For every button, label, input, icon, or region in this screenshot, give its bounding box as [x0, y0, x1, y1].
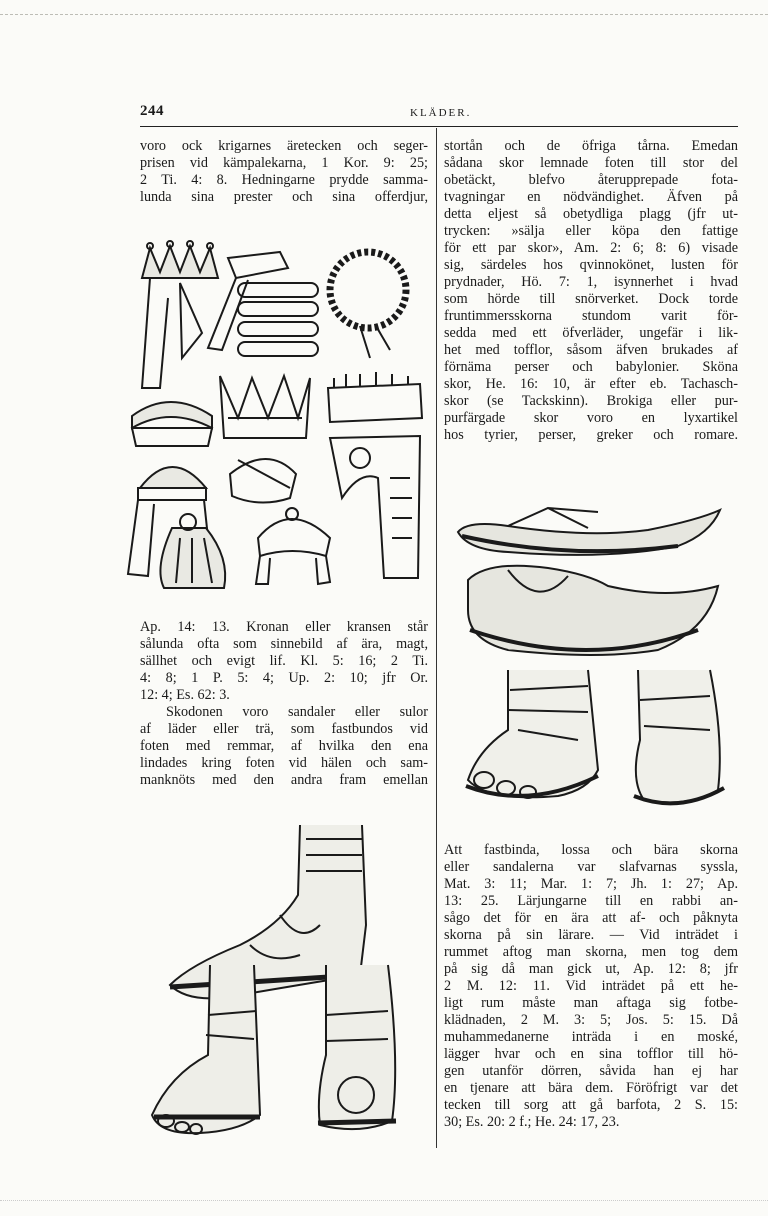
running-title: KLÄDER.: [410, 107, 472, 119]
text-line: prydnader, Hö. 7: 1, isynnerhet i hvad: [444, 274, 738, 290]
text-line: skor (se Tackskinn). Brokiga eller pur-: [444, 393, 738, 409]
text-line: ligt rum måste man aftaga sig fotbe-: [444, 995, 738, 1011]
page-number: 244: [140, 103, 164, 119]
text-line: förnäma perser och babylonier. Sköna: [444, 359, 738, 375]
text-line: manknöts med den andra fram emellan: [140, 772, 428, 788]
text-line: som hörde till snörverket. Dock torde: [444, 291, 738, 307]
text-line: sedda med ett öfverläder, ungefär i lik-: [444, 325, 738, 341]
text-line: voro ock krigarnes äretecken och seger-: [140, 138, 428, 154]
crowns-illustration: [120, 238, 432, 598]
text-line: sågo det för en ära att af- och påknyta: [444, 910, 738, 926]
top-edge-line: [0, 14, 768, 15]
text-line: Ap. 14: 13. Kronan eller kransen står: [140, 619, 428, 635]
text-line: prisen vid kämpalekarna, 1 Kor. 9: 25;: [140, 155, 428, 171]
text-line: purfärgade skor voro en lyxartikel: [444, 410, 738, 426]
text-line: 2 Ti. 4: 8. Hedningarne prydde samma-: [140, 172, 428, 188]
text-line: 2 M. 12: 11. Vid inträdet på ett he-: [444, 978, 738, 994]
bottom-edge-line: [0, 1200, 768, 1201]
text-line: 12: 4; Es. 62: 3.: [140, 687, 230, 703]
text-line: för ett par skor», Am. 2: 6; 8: 6) visade: [444, 240, 738, 256]
text-line: sällhet och evigt lif. Kl. 5: 16; 2 Ti.: [140, 653, 428, 669]
text-line: tvagningar en nödvändighet. Äfven på: [444, 189, 738, 205]
right-text-bottom: [444, 842, 738, 1131]
text-line: tecken till sorg att gå barfota, 2 S. 15:: [444, 1097, 738, 1113]
column-separator: [436, 128, 437, 1148]
text-line: klädnaden, 2 M. 3: 5; Jos. 5: 15. Då: [444, 1012, 738, 1028]
text-line: sådana skor lemnade foten till stor del: [444, 155, 738, 171]
text-line: foten med remmar, af hvilka den ena: [140, 738, 428, 754]
text-line: på sig då man gick ut, Ap. 12: 8; jfr: [444, 961, 738, 977]
text-line: lägger hvar och en sina tofflor till hö-: [444, 1046, 738, 1062]
text-line: 13: 25. Lärjungarne till en rabbi an-: [444, 893, 738, 909]
text-line: skor, He. 16: 10, är efter eb. Tachasch-: [444, 376, 738, 392]
sandaled-feet-illustration: [130, 815, 430, 1145]
text-line: af läder eller trä, som fastbundos vid: [140, 721, 428, 737]
section-heading-line: Skodonen voro sandaler eller sulor: [166, 704, 428, 720]
text-line: stortån och de öfriga tårna. Emedan: [444, 138, 738, 154]
shoes-illustration: [448, 490, 738, 820]
text-line: 30; Es. 20: 2 f.; He. 24: 17, 23.: [444, 1114, 620, 1130]
text-line: Att fastbinda, lossa och bära skorna: [444, 842, 738, 858]
text-line: hos tyrier, perser, greker och romare.: [444, 427, 738, 443]
right-text-top: [444, 138, 738, 444]
text-line: het med tofflor, såsom äfven brukades af: [444, 342, 738, 358]
text-line: rummet aftog man skorna, men tog dem: [444, 944, 738, 960]
text-line: eller sandalerna var slafvarnas syssla,: [444, 859, 738, 875]
text-line: Mat. 3: 11; Mar. 1: 7; Jh. 1: 27; Ap.: [444, 876, 738, 892]
header-rule: [140, 126, 738, 127]
text-line: skorna på sin lärare. — Vid inträdet i: [444, 927, 738, 943]
text-line: detta eljest så obetydliga plagg (jfr ut-: [444, 206, 738, 222]
text-line: obetäckt, blefvo återupprepade fota-: [444, 172, 738, 188]
text-line: en tjenare att bära dem. Föröfrigt var det: [444, 1080, 738, 1096]
text-line: gen utanför dörren, såvida han ej har: [444, 1063, 738, 1079]
left-text-top: [140, 138, 428, 206]
text-line: fruntimmersskorna stundom varit för-: [444, 308, 738, 324]
text-line: sig, särdeles hos qvinnokönet, lusten för: [444, 257, 738, 273]
text-line: muhammedanerne inträda i en moské,: [444, 1029, 738, 1045]
text-line: trycken: »sälja eller köpa den fattige: [444, 223, 738, 239]
text-line: lindades kring foten vid hälen och sam-: [140, 755, 428, 771]
text-line: 4: 8; 1 P. 5: 4; Up. 2: 10; jfr Or.: [140, 670, 428, 686]
text-line: lunda sina prester och sina offerdjur,: [140, 189, 428, 205]
left-text-middle: [140, 619, 428, 789]
text-line: sålunda ofta som sinnebild af ära, magt,: [140, 636, 428, 652]
